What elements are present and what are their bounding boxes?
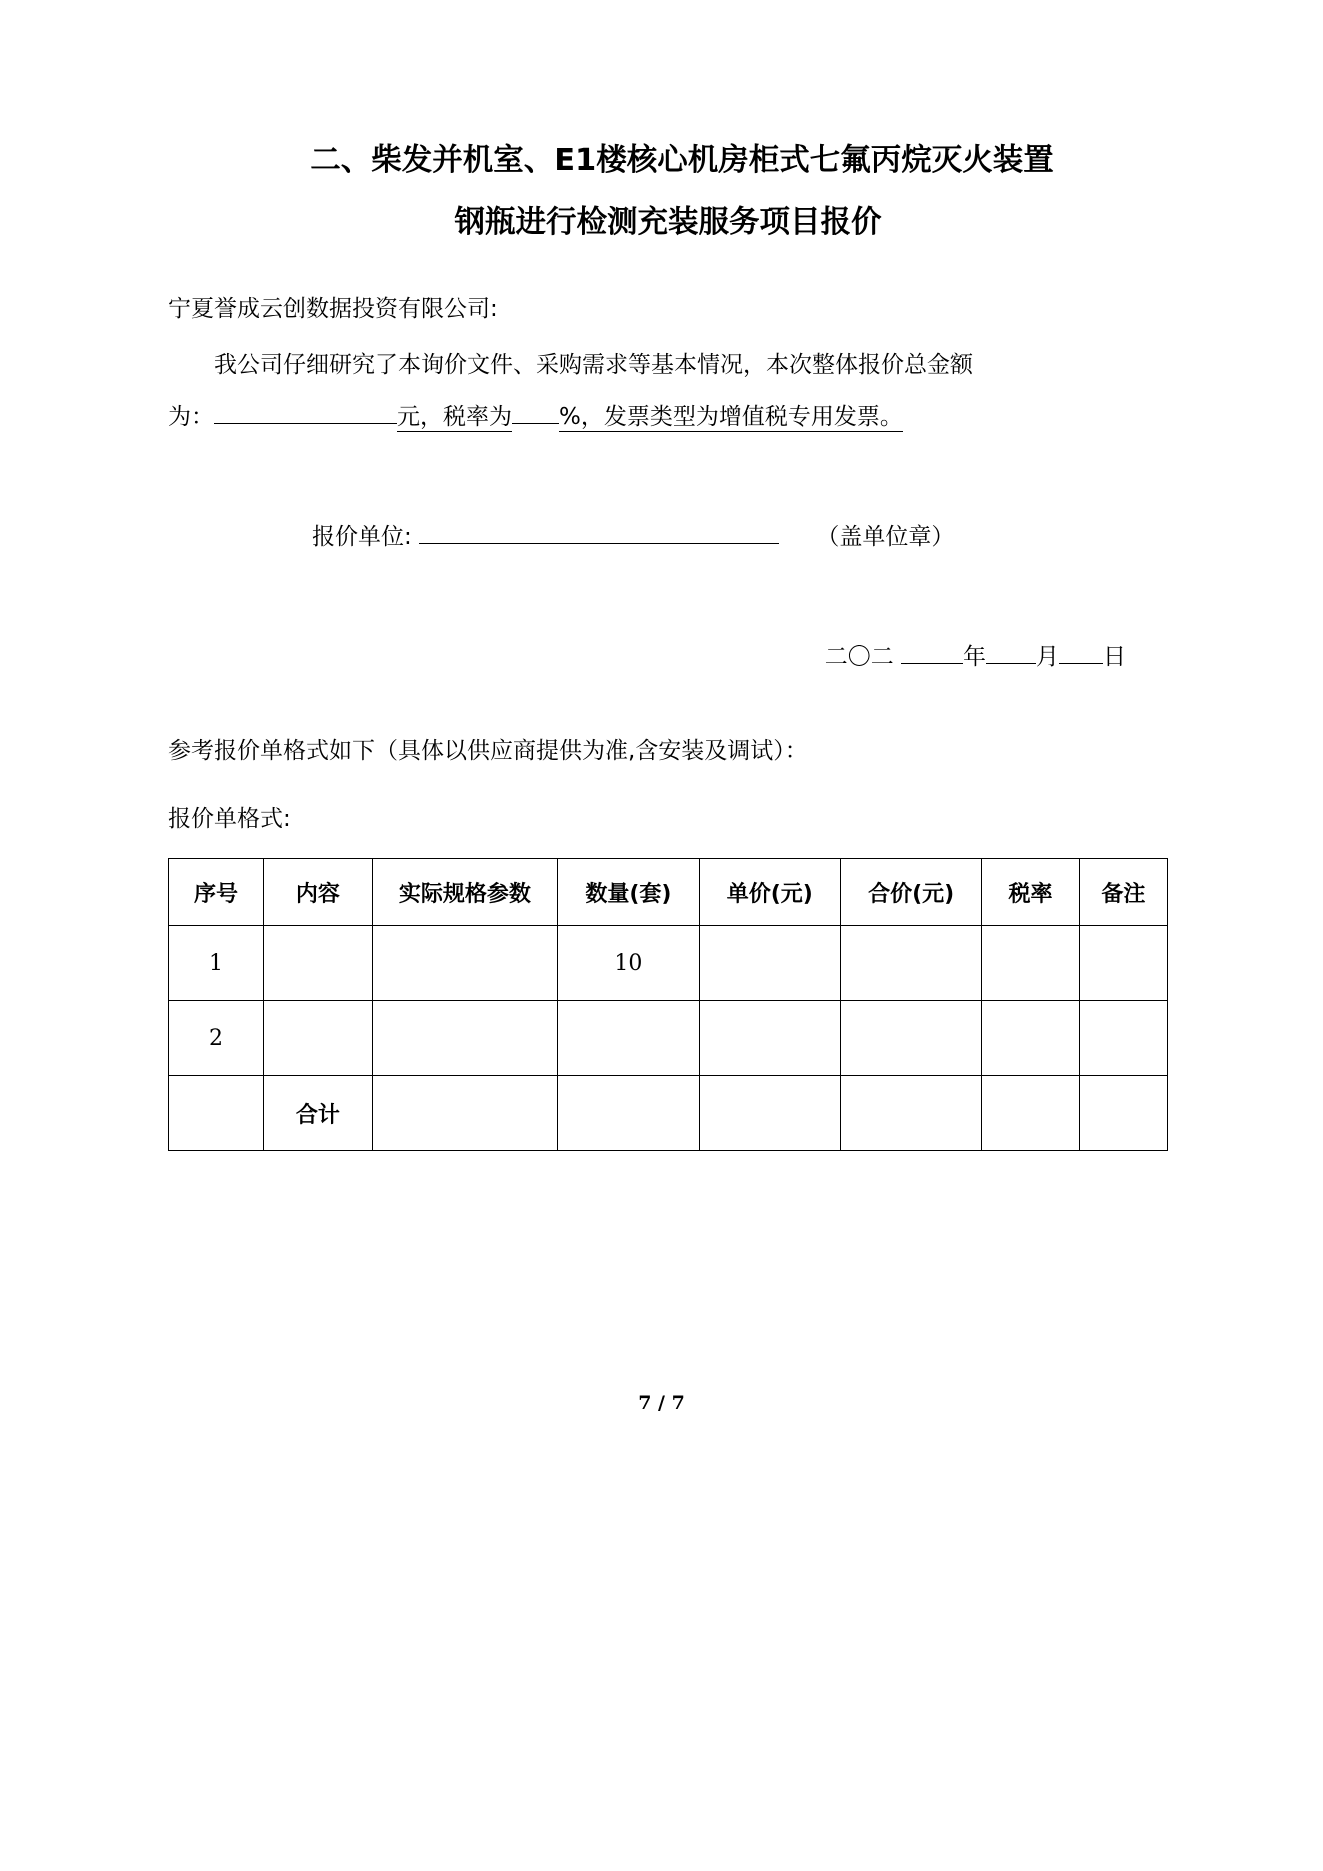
tax-rate-label: 税率为	[443, 404, 512, 430]
statement-text: 我公司仔细研究了本询价文件、采购需求等基本情况，本次整体报价总金额	[214, 352, 973, 378]
table-row	[169, 926, 1168, 1001]
amount-prefix-label: 为：	[168, 404, 214, 430]
table-cell-content[interactable]	[264, 1001, 373, 1076]
table-header-row	[169, 859, 1168, 926]
page-title	[168, 130, 1168, 254]
table-cell-index: 1	[169, 926, 264, 1001]
table-cell-total-price[interactable]	[840, 1001, 981, 1076]
table-cell-tax-rate[interactable]	[982, 1076, 1079, 1151]
table-row-total	[169, 1076, 1168, 1151]
reference-note: 参考报价单格式如下（具体以供应商提供为准,含安装及调试）：	[168, 738, 808, 764]
table-cell-quantity[interactable]	[558, 1076, 699, 1151]
date-month-label: 月	[1036, 644, 1059, 670]
total-amount-blank[interactable]	[214, 396, 397, 424]
table-header-cell: 序号	[169, 859, 264, 926]
signature-line	[168, 514, 1168, 560]
page-title-line-1: 二、柴发并机室、E1楼核心机房柜式七氟丙烷灭火装置	[310, 143, 1054, 178]
table-cell-total-price[interactable]	[840, 1076, 981, 1151]
date-month-blank[interactable]	[986, 636, 1036, 664]
table-cell-unit-price[interactable]	[699, 1001, 840, 1076]
table-header-cell: 税率	[982, 859, 1079, 926]
date-year-label: 年	[963, 644, 986, 670]
table-cell-remark[interactable]	[1079, 1076, 1167, 1151]
table-cell-unit-price[interactable]	[699, 1076, 840, 1151]
table-cell-quantity[interactable]: 10	[558, 926, 699, 1001]
addressee-line: 宁夏誉成云创数据投资有限公司:	[168, 296, 498, 322]
invoice-type-text: 发票类型为增值税专用发票。	[603, 404, 903, 430]
table-cell-remark[interactable]	[1079, 1001, 1167, 1076]
date-prefix-label: 二〇二	[824, 644, 894, 670]
seal-note-label: （盖单位章）	[816, 524, 955, 550]
tax-suffix-label: %，	[559, 404, 604, 430]
table-cell-index: 2	[169, 1001, 264, 1076]
date-year-blank[interactable]	[901, 636, 963, 664]
table-cell-index	[169, 1076, 264, 1151]
table-header-cell: 内容	[264, 859, 373, 926]
quotation-table	[168, 858, 1168, 1151]
tax-rate-blank[interactable]	[512, 396, 559, 424]
document-body	[168, 130, 1168, 1151]
table-cell-content[interactable]	[264, 926, 373, 1001]
table-header-cell: 合价(元)	[840, 859, 981, 926]
statement-paragraph	[168, 340, 1168, 390]
table-cell-total-label: 合计	[264, 1076, 373, 1151]
table-cell-spec[interactable]	[372, 926, 558, 1001]
format-note: 报价单格式:	[168, 806, 291, 832]
amount-suffix-label: 元，	[397, 404, 443, 430]
table-cell-quantity[interactable]	[558, 1001, 699, 1076]
page-footer: 7 / 7	[638, 1392, 685, 1414]
signature-blank[interactable]	[419, 516, 779, 544]
table-cell-spec[interactable]	[372, 1076, 558, 1151]
table-header-cell: 备注	[1079, 859, 1167, 926]
date-day-label: 日	[1103, 644, 1126, 670]
table-cell-unit-price[interactable]	[699, 926, 840, 1001]
table-cell-spec[interactable]	[372, 1001, 558, 1076]
table-cell-tax-rate[interactable]	[982, 926, 1079, 1001]
date-day-blank[interactable]	[1059, 636, 1103, 664]
table-header-cell: 实际规格参数	[372, 859, 558, 926]
amount-line	[168, 392, 1168, 442]
signature-label: 报价单位:	[312, 524, 412, 550]
table-cell-remark[interactable]	[1079, 926, 1167, 1001]
date-line	[168, 634, 1168, 680]
table-header-cell: 数量(套)	[558, 859, 699, 926]
table-cell-total-price[interactable]	[840, 926, 981, 1001]
table-row	[169, 1001, 1168, 1076]
table-header-cell: 单价(元)	[699, 859, 840, 926]
table-cell-tax-rate[interactable]	[982, 1001, 1079, 1076]
page-title-line-2: 钢瓶进行检测充装服务项目报价	[454, 205, 882, 240]
